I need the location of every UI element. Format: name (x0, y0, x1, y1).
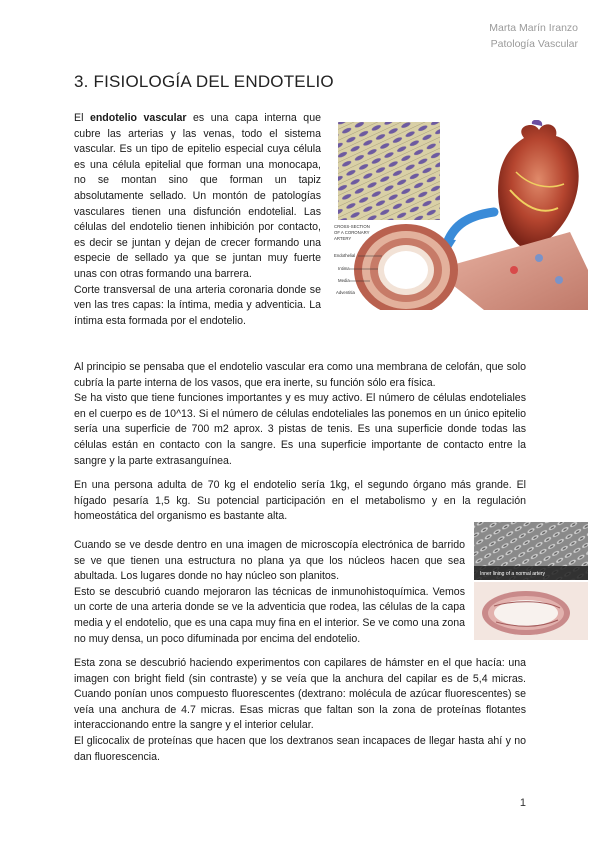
artery-illustration (334, 120, 588, 310)
heart-illustration (498, 120, 579, 248)
caption-line-2: OF A CORONARY (334, 230, 370, 235)
caption-line-3: ARTERY (334, 236, 352, 241)
paragraph-glycocalyx (74, 656, 526, 765)
endothelium-micrograph (338, 122, 440, 220)
header-author: Marta Marín Iranzo (489, 22, 578, 34)
paragraph-immuno-text: Esto se descubrió cuando mejoraron las técnicas de inmunohistoquímica. Vemos un corte de una arteria donde se ve la adventicia que rodea, las células de la capa media y el endotelio, que es una capa muy fina en el interior. Se ve como una zona no muy densa, un poco difuminada por encima del endotelio. (74, 585, 465, 645)
sem-micrograph (474, 522, 588, 580)
intro-paragraph (74, 111, 321, 329)
page-header (489, 20, 578, 52)
intro-rest: es una capa interna que cubre las arterias y las venas, todo el sistema vascular. Es un tipo de epitelio especial cuya célula es una célula epitelial que forman una monocapa, no se montan sino que forman un tapiz absolutamente sellado. Un montón de patologías vasculares tienen una disfunción endotelial. Las células del endotelio tienen inhibición por contacto, es decir se juntan y dejan de crecer formando una especie de sellado ya que se juntan muy fuerte unas con otras formando una barrera. (74, 112, 321, 280)
page-number: 1 (519, 797, 526, 809)
paragraph-cellophane (74, 360, 526, 469)
figure-caption: Corte transversal de una arteria coronaria donde se ven las tres capas: la íntima, media y adventicia. La íntima esta formada por el endotelio. (74, 283, 321, 327)
caption-line-1: CROSS-SECTION (334, 224, 370, 229)
label-adventitia: Adventitia (336, 290, 355, 295)
paragraph-hamster-text: Esta zona se descubrió haciendo experimentos con capilares de hámster en el que hacía: una imagen con bright field (sin contraste) y se veía que la anchura del capilar es de 5,4 micras. Cuando ponían unos compuesto fluorescentes (dextrano: molécula de azúcar fluorescentes) se veía una anchura de 4.7 micras. Esas micras que faltan son la zona de proteínas flotantes interaccionando entre la sangre y el interior celular. (74, 657, 526, 732)
histology-image (474, 582, 588, 640)
paragraph-microscopy-text: Cuando se ve desde dentro en una imagen de microscopía electrónica de barrido se ve que tienen una estructura no plana ya que los núcleos hacen que sea abultada. Los lugares donde no hay núcleo son planitos. (74, 539, 465, 583)
paragraph-cellophane-text: Al principio se pensaba que el endotelio vascular era como una membrana de celofán, que solo cubría la parte interna de los vasos, que era inerte, su función sólo era física. (74, 361, 526, 389)
paragraph-glycocalix-text: El glicocalix de proteínas que hacen que los dextranos sean incapaces de llegar hasta ahí y no dan fluorescencia. (74, 734, 526, 763)
paragraph-weight: En una persona adulta de 70 kg el endotelio sería 1kg, el segundo órgano más grande. El hígado pesaría 1,5 kg. Su potencial participación en el metabolismo y en la regulación homeostática del organismo es bastante alta. (74, 479, 526, 523)
section-title: 3. FISIOLOGÍA DEL ENDOTELIO (74, 72, 334, 91)
label-endothelial: Endothelial (334, 253, 356, 258)
paragraph-microscopy (74, 538, 465, 647)
paragraph-surface-text: Se ha visto que tiene funciones importantes y es muy activo. El número de células endoteliales en el cuerpo es de 10^13. Si el número de células endoteliales las ponemos en un único epitelio sería una superficie de 700 m2 aprox. 3 pistas de tenis. Es una superficie donde todas las células están en contacto con la sangre. Es una superficie importante de contacto entre la sangre y la parte extrasanguínea. (74, 392, 526, 467)
label-media: Media (338, 278, 350, 283)
intro-bold-term: endotelio vascular (89, 112, 187, 124)
sem-caption: Inner lining of a normal artery (480, 571, 546, 577)
vessel-section (354, 224, 588, 310)
intro-lead: El (74, 112, 90, 124)
label-intima: Intima (338, 266, 350, 271)
header-subject: Patología Vascular (490, 38, 578, 50)
